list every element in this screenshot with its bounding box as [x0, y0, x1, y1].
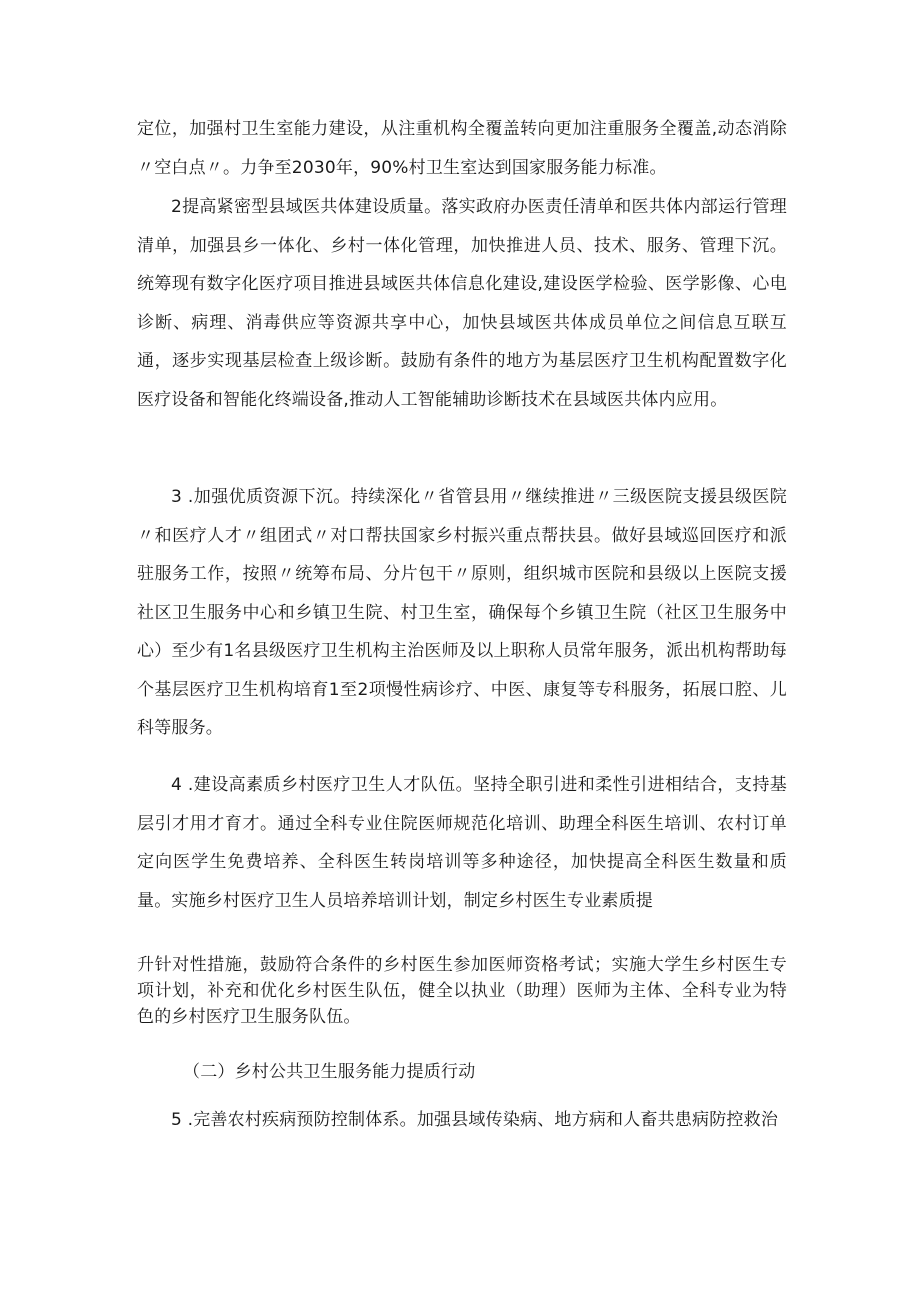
paragraph-disease-prevention: 5 .完善农村疾病预防控制体系。加强县域传染病、地方病和人畜共患病防控救治	[171, 1110, 779, 1130]
paragraph-rural-clinic-capacity: 定位，加强村卫生室能力建设，从注重机构全覆盖转向更加注重服务全覆盖,动态消除〃空白点〃。力争至2030年，90%村卫生室达到国家服务能力标准。	[137, 119, 787, 178]
paragraph-rural-doctor-measures: 升针对性措施，鼓励符合条件的乡村医生参加医师资格考试；实施大学生乡村医生专项计划，补充和优化乡村医生队伍，健全以执业（助理）医师为主体、全科专业为特色的乡村医疗卫生服务队伍。	[137, 955, 787, 1027]
paragraph-quality-resources: 3 .加强优质资源下沉。持续深化〃省管县用〃继续推进〃三级医院支援县级医院〃和医疗人才〃组团式〃对口帮扶国家乡村振兴重点帮扶县。做好县域巡回医疗和派驻服务工作，按照〃统筹布局、分片包干〃原则，组织城市医院和县级以上医院支援社区卫生服务中心和乡镇卫生院、村卫生室，确保每个乡镇卫生院（社区卫生服务中心）至少有1名县级医疗卫生机构主治医师及以上职称人员常年服务，派出机构帮助每个基层医疗卫生机构培育1至2项慢性病诊疗、中医、康复等专科服务，拓展口腔、儿科等服务。	[137, 487, 787, 738]
section-heading-public-health: （二）乡村公共卫生服务能力提质行动	[183, 1062, 476, 1082]
paragraph-county-medical-community: 2提高紧密型县域医共体建设质量。落实政府办医责任清单和医共体内部运行管理清单，加强县乡一体化、乡村一体化管理，加快推进人员、技术、服务、管理下沉。统筹现有数字化医疗项目推进县域医共体信息化建设,建设医学检验、医学影像、心电诊断、病理、消毒供应等资源共享中心，加快县域医共体成员单位之间信息互联互通，逐步实现基层检查上级诊断。鼓励有条件的地方为基层医疗卫生机构配置数字化医疗设备和智能化终端设备,推动人工智能辅助诊断技术在县域医共体内应用。	[137, 197, 787, 410]
paragraph-rural-talent-team: 4 .建设高素质乡村医疗卫生人才队伍。坚持全职引进和柔性引进相结合，支持基层引才用才育才。通过全科专业住院医师规范化培训、助理全科医生培训、农村订单定向医学生免费培养、全科医生转岗培训等多种途径，加快提高全科医生数量和质量。实施乡村医疗卫生人员培养培训计划，制定乡村医生专业素质提	[137, 775, 787, 911]
